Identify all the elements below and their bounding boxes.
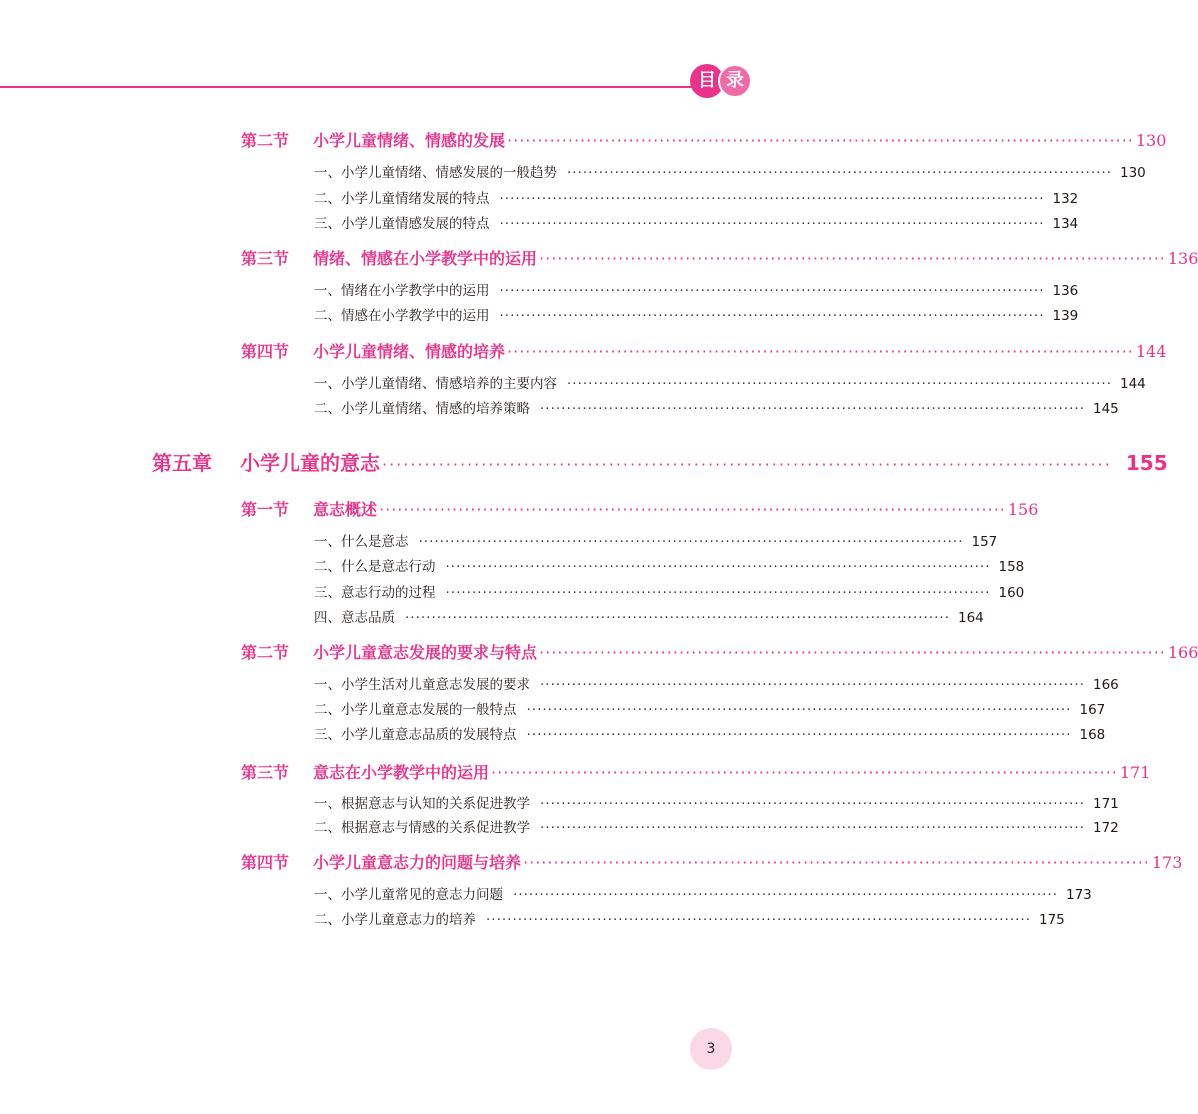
chapter-page: 155	[1125, 451, 1168, 475]
item-page: 134	[1052, 216, 1079, 232]
item-page: 164	[958, 610, 984, 626]
item-title: 三、小学儿童情感发展的特点	[314, 216, 490, 232]
dot-leader: ·······································································································	[499, 308, 1045, 324]
dot-leader: ·······································································································	[540, 677, 1085, 693]
toc-section-c4[interactable]	[241, 850, 1183, 873]
dot-leader: ·······································································································	[382, 455, 1112, 474]
dot-leader: ·······································································································	[540, 401, 1085, 417]
dot-leader: ·······································································································	[540, 820, 1085, 836]
section-label: 第四节	[241, 342, 290, 361]
toc-item-c1i3[interactable]	[314, 581, 1025, 601]
badge-char-lu: 录	[718, 64, 752, 98]
toc-item-c2i3[interactable]	[314, 723, 1106, 743]
item-title: 一、小学儿童常见的意志力问题	[314, 887, 503, 903]
section-title: 意志在小学教学中的运用	[313, 763, 490, 782]
item-page: 167	[1079, 702, 1106, 718]
chapter-label: 第五章	[152, 451, 212, 475]
toc-badge	[690, 64, 756, 98]
toc-item-c2i2[interactable]	[314, 698, 1106, 718]
item-page: 139	[1052, 308, 1079, 324]
dot-leader: ·······································································································	[567, 165, 1112, 181]
toc-section-s2[interactable]	[241, 246, 1198, 269]
dot-leader: ·······································································································	[507, 131, 1134, 150]
dot-leader: ·······································································································	[445, 585, 991, 601]
dot-leader: ·······································································································	[486, 912, 1031, 928]
dot-leader: ·······································································································	[567, 376, 1112, 392]
toc-item-c4i1[interactable]	[314, 883, 1092, 903]
dot-leader: ·······································································································	[507, 342, 1134, 361]
section-page: 166	[1167, 643, 1198, 662]
toc-item-c3i2[interactable]	[314, 816, 1119, 836]
item-title: 一、小学儿童情绪、情感培养的主要内容	[314, 376, 557, 392]
item-page: 160	[998, 585, 1025, 601]
item-page: 166	[1093, 677, 1119, 693]
item-page: 144	[1120, 376, 1146, 392]
item-page: 157	[971, 534, 998, 550]
dot-leader: ·······································································································	[418, 534, 964, 550]
section-title: 小学儿童情绪、情感的发展	[313, 131, 506, 150]
dot-leader: ·······································································································	[491, 763, 1118, 782]
item-title: 一、什么是意志	[314, 534, 409, 550]
dot-leader: ·······································································································	[499, 191, 1045, 207]
item-title: 三、意志行动的过程	[314, 585, 436, 601]
item-page: 136	[1052, 283, 1079, 299]
dot-leader: ·······································································································	[379, 500, 1006, 519]
toc-item-s3i2[interactable]	[314, 397, 1119, 417]
badge-char-mu: 目	[690, 64, 724, 98]
toc-item-s2i1[interactable]	[314, 279, 1079, 299]
item-title: 四、意志品质	[314, 610, 395, 626]
dot-leader: ·······································································································	[526, 702, 1072, 718]
section-title: 意志概述	[313, 500, 378, 519]
toc-item-c4i2[interactable]	[314, 908, 1065, 928]
item-title: 二、小学儿童情绪发展的特点	[314, 191, 490, 207]
toc-item-c1i1[interactable]	[314, 530, 998, 550]
page-number: 3	[690, 1028, 732, 1070]
dot-leader: ·······································································································	[539, 643, 1166, 662]
item-page: 175	[1039, 912, 1065, 928]
dot-leader: ·······································································································	[405, 610, 950, 626]
toc-item-c1i4[interactable]	[314, 606, 984, 626]
item-title: 二、情感在小学教学中的运用	[314, 308, 490, 324]
dot-leader: ·······································································································	[499, 283, 1045, 299]
item-title: 二、小学儿童情绪、情感的培养策略	[314, 401, 530, 417]
dot-leader: ·······································································································	[445, 559, 991, 575]
item-page: 172	[1093, 820, 1119, 836]
toc-section-c1[interactable]	[241, 497, 1039, 520]
toc-section-s1[interactable]	[241, 128, 1167, 151]
item-title: 一、情绪在小学教学中的运用	[314, 283, 490, 299]
item-title: 一、小学生活对儿童意志发展的要求	[314, 677, 530, 693]
dot-leader: ·······································································································	[523, 853, 1150, 872]
section-label: 第三节	[241, 249, 290, 268]
toc-item-s1i3[interactable]	[314, 212, 1079, 232]
item-page: 145	[1093, 401, 1119, 417]
dot-leader: ·······································································································	[513, 887, 1058, 903]
section-page: 156	[1007, 500, 1039, 519]
toc-item-c1i2[interactable]	[314, 555, 1025, 575]
header-rule	[0, 86, 710, 88]
dot-leader: ·······································································································	[539, 249, 1166, 268]
toc-section-c2[interactable]	[241, 640, 1198, 663]
item-page: 158	[998, 559, 1025, 575]
section-label: 第四节	[241, 853, 290, 872]
section-label: 第二节	[241, 643, 290, 662]
section-title: 小学儿童意志发展的要求与特点	[313, 643, 538, 662]
toc-chapter-5[interactable]	[152, 447, 1168, 476]
chapter-title: 小学儿童的意志	[240, 451, 380, 475]
item-title: 三、小学儿童意志品质的发展特点	[314, 727, 517, 743]
toc-section-c3[interactable]	[241, 760, 1151, 783]
toc-item-c3i1[interactable]	[314, 792, 1119, 812]
section-page: 136	[1167, 249, 1198, 268]
item-page: 173	[1066, 887, 1092, 903]
section-label: 第二节	[241, 131, 290, 150]
item-page: 168	[1079, 727, 1106, 743]
section-page: 130	[1135, 131, 1167, 150]
item-title: 一、根据意志与认知的关系促进教学	[314, 796, 530, 812]
toc-item-s3i1[interactable]	[314, 372, 1146, 392]
item-page: 130	[1120, 165, 1146, 181]
item-title: 一、小学儿童情绪、情感发展的一般趋势	[314, 165, 557, 181]
dot-leader: ·······································································································	[499, 216, 1045, 232]
item-title: 二、小学儿童意志发展的一般特点	[314, 702, 517, 718]
item-page: 132	[1052, 191, 1079, 207]
section-title: 小学儿童意志力的问题与培养	[313, 853, 522, 872]
section-page: 144	[1135, 342, 1167, 361]
section-page: 173	[1151, 853, 1183, 872]
section-title: 情绪、情感在小学教学中的运用	[313, 249, 538, 268]
section-label: 第一节	[241, 500, 290, 519]
item-page: 171	[1093, 796, 1119, 812]
dot-leader: ·······································································································	[526, 727, 1072, 743]
toc-item-s1i1[interactable]	[314, 161, 1146, 181]
item-title: 二、小学儿童意志力的培养	[314, 912, 476, 928]
section-page: 171	[1119, 763, 1151, 782]
toc-item-s2i2[interactable]	[314, 304, 1079, 324]
dot-leader: ·······································································································	[540, 796, 1085, 812]
section-title: 小学儿童情绪、情感的培养	[313, 342, 506, 361]
toc-item-c2i1[interactable]	[314, 673, 1119, 693]
item-title: 二、什么是意志行动	[314, 559, 436, 575]
section-label: 第三节	[241, 763, 290, 782]
item-title: 二、根据意志与情感的关系促进教学	[314, 820, 530, 836]
toc-item-s1i2[interactable]	[314, 187, 1079, 207]
toc-section-s3[interactable]	[241, 339, 1167, 362]
